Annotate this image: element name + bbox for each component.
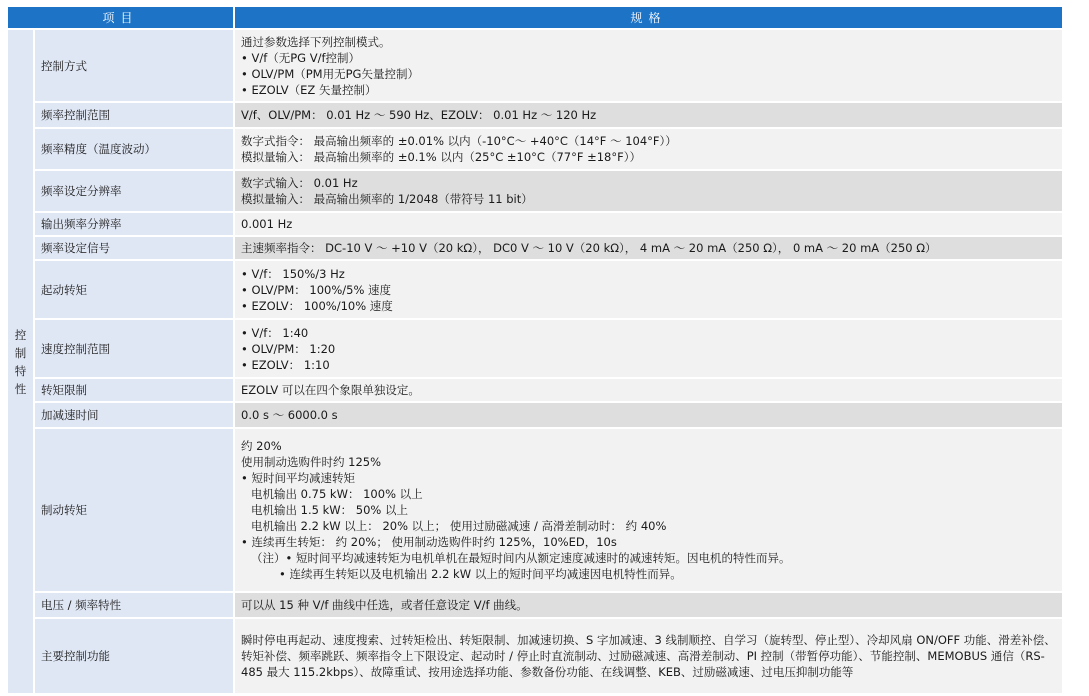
item-freq-resolution: 频率设定分辨率: [35, 171, 233, 211]
spec-line: 电机输出 0.75 kW： 100% 以上: [251, 487, 423, 501]
item-main-functions: 主要控制功能: [35, 619, 233, 693]
spec-line: EZOLV 可以在四个象限单独设定。: [241, 383, 420, 397]
spec-line: （注）• 短时间平均减速转矩为电机单机在最短时间内从额定速度减速时的减速转矩。因电机的特性而异。: [251, 551, 791, 565]
category-cell: [8, 30, 33, 693]
spec-line: 主速频率指令： DC-10 V ～ +10 V（20 kΩ）， DC0 V ～ 10 V（20 kΩ）， 4 mA ～ 20 mA（250 Ω）， 0 mA ～ 20 mA（250 Ω）: [241, 241, 937, 255]
spec-vf-characteristic: [235, 593, 1062, 617]
spec-speed-range: [235, 320, 1062, 377]
header-item: 项目: [8, 7, 233, 28]
spec-line: • 短时间平均减速转矩: [241, 471, 355, 485]
spec-line: 电机输出 2.2 kW 以上： 20% 以上； 使用过励磁减速 / 高滑差制动时： 约 40%: [251, 519, 667, 533]
spec-line: • EZOLV： 100%/10% 速度: [241, 298, 393, 313]
spec-line: • OLV/PM（PM用无PG矢量控制）: [241, 66, 419, 81]
spec-line: 模拟量输入： 最高输出频率的 ±0.1% 以内（25°C ±10°C（77°F ±18°F））: [241, 150, 641, 164]
table-row: [8, 103, 1062, 127]
spec-accel-time: [235, 403, 1062, 427]
table-row: [8, 30, 1062, 101]
spec-main-functions: [235, 619, 1062, 693]
spec-line: 数字式输入： 0.01 Hz: [241, 176, 358, 190]
spec-table: [6, 5, 1064, 695]
spec-freq-range: [235, 103, 1062, 127]
spec-line: 数字式指令： 最高输出频率的 ±0.01% 以内（-10°C～ +40°C（14°F ～ 104°F））: [241, 134, 677, 148]
item-braking-torque: 制动转矩: [35, 429, 233, 591]
table-row: [8, 261, 1062, 318]
spec-line: V/f、OLV/PM： 0.01 Hz ～ 590 Hz、EZOLV： 0.01 Hz ～ 120 Hz: [241, 108, 597, 122]
table-row: [8, 237, 1062, 259]
item-output-resolution: 输出频率分辨率: [35, 213, 233, 235]
spec-line: 使用制动选购件时约 125%: [241, 455, 382, 469]
spec-freq-accuracy: [235, 129, 1062, 169]
spec-starting-torque: [235, 261, 1062, 318]
spec-line: • EZOLV： 1:10: [241, 357, 330, 372]
item-freq-accuracy: 频率精度（温度波动）: [35, 129, 233, 169]
item-accel-time: 加减速时间: [35, 403, 233, 427]
spec-line: • V/f： 150%/3 Hz: [241, 266, 345, 281]
spec-torque-limit: [235, 379, 1062, 401]
spec-line: 0.001 Hz: [241, 217, 293, 231]
spec-line: • 连续再生转矩： 约 20%； 使用制动选购件时约 125%，10%ED，10s: [241, 535, 617, 549]
spec-braking-torque: [235, 429, 1062, 591]
table-header-row: [8, 7, 1062, 28]
item-freq-signal: 频率设定信号: [35, 237, 233, 259]
table-row: [8, 403, 1062, 427]
spec-line: 通过参数选择下列控制模式。: [241, 34, 391, 49]
spec-line: • V/f： 1:40: [241, 325, 309, 340]
spec-control-method: [235, 30, 1062, 101]
spec-output-resolution: [235, 213, 1062, 235]
spec-line: 电机输出 1.5 kW： 50% 以上: [251, 503, 409, 517]
spec-line: 可以从 15 种 V/f 曲线中任选，或者任意设定 V/f 曲线。: [241, 598, 528, 612]
table-row: [8, 619, 1062, 693]
table-row: [8, 429, 1062, 591]
spec-line: • OLV/PM： 100%/5% 速度: [241, 282, 392, 297]
table-row: [8, 593, 1062, 617]
spec-freq-resolution: [235, 171, 1062, 211]
category-label: 控制特性: [14, 327, 27, 396]
spec-line: • 连续再生转矩以及电机输出 2.2 kW 以上的短时间平均减速因电机特性而异。: [279, 567, 682, 581]
spec-line: 0.0 s ～ 6000.0 s: [241, 408, 338, 422]
table-row: [8, 320, 1062, 377]
item-torque-limit: 转矩限制: [35, 379, 233, 401]
item-control-method: 控制方式: [35, 30, 233, 101]
item-speed-range: 速度控制范围: [35, 320, 233, 377]
spec-line: 约 20%: [241, 439, 282, 453]
item-starting-torque: 起动转矩: [35, 261, 233, 318]
item-freq-range: 频率控制范围: [35, 103, 233, 127]
table-row: [8, 213, 1062, 235]
table-row: [8, 171, 1062, 211]
spec-line: • EZOLV（EZ 矢量控制）: [241, 82, 377, 97]
spec-line: 瞬时停电再起动、速度搜索、过转矩检出、转矩限制、加减速切换、S 字加减速、3 线制顺控、自学习（旋转型、停止型）、冷却风扇 ON/OFF 功能、滑差补偿、转矩补偿、频率跳跃、频率指令上下限设定、起动时 / 停止时直流制动、过励磁减速、高滑差制动、PI 控制（带暂停功能）、节能控制、MEMOBUS 通信（RS-485 最大 115.2kbps）、故障重试、按用途选择功能、参数备份功能、在线调整、KEB、过励磁减速、过电压抑制功能等: [241, 633, 1056, 679]
spec-line: • V/f（无PG V/f控制）: [241, 50, 361, 65]
item-vf-characteristic: 电压 / 频率特性: [35, 593, 233, 617]
spec-line: 模拟量输入： 最高输出频率的 1/2048（带符号 11 bit）: [241, 192, 533, 206]
table-row: [8, 379, 1062, 401]
spec-line: • OLV/PM： 1:20: [241, 341, 336, 356]
spec-freq-signal: [235, 237, 1062, 259]
table-row: [8, 129, 1062, 169]
header-spec: 规格: [235, 7, 1062, 28]
